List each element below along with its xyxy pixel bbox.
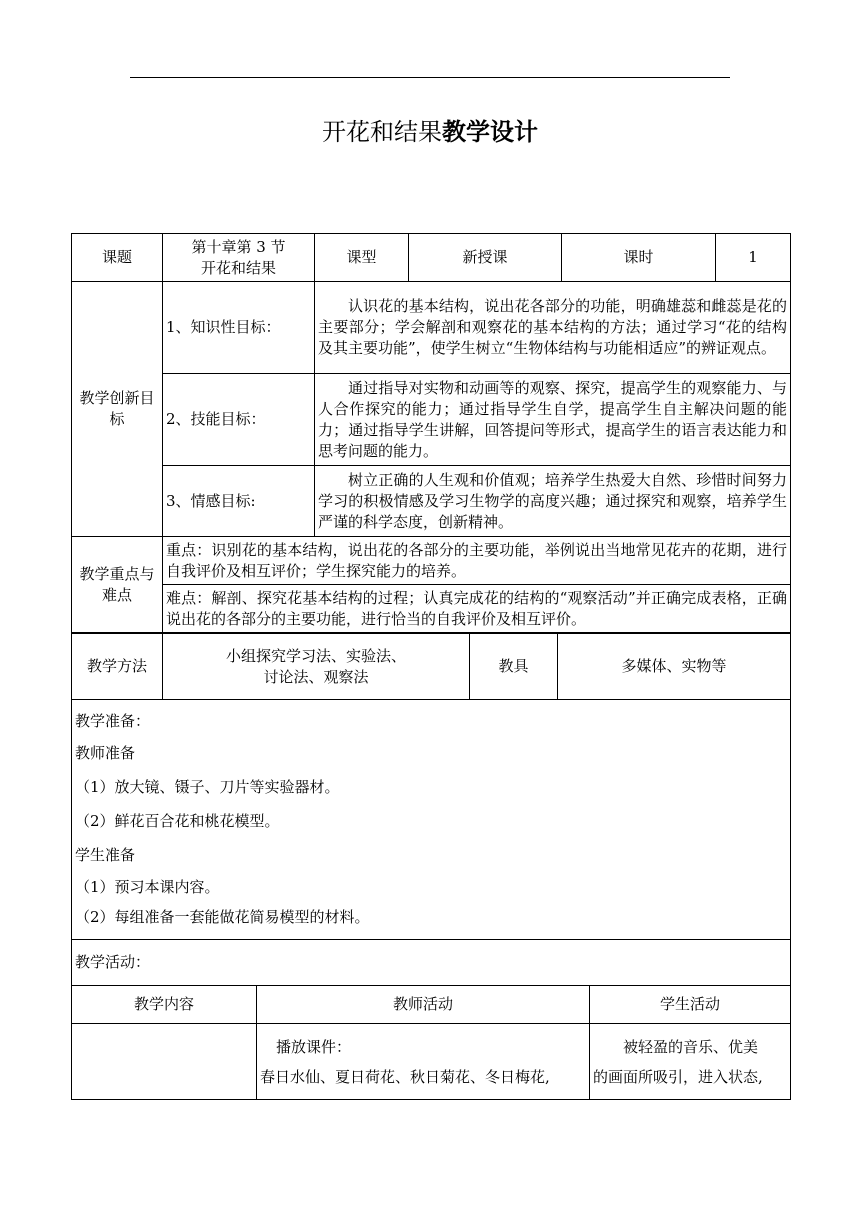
prep-student-item-2: （2）每组准备一套能做花简易模型的材料。 bbox=[75, 908, 370, 926]
teacher-line-1: 播放课件： bbox=[276, 1038, 352, 1056]
prep-student-heading: 学生准备 bbox=[75, 846, 136, 864]
topic-value bbox=[163, 234, 315, 282]
topic-label: 课题 bbox=[72, 234, 163, 282]
prep-student-item-1: （1）预习本课内容。 bbox=[75, 878, 220, 896]
preparation-cell bbox=[72, 700, 791, 940]
focus-difficult-row bbox=[72, 585, 791, 633]
prep-teacher-item-1: （1）放大镜、镊子、刀片等实验器材。 bbox=[75, 778, 340, 796]
focus-key-row bbox=[72, 537, 791, 585]
method-line-2: 讨论法、观察法 bbox=[263, 667, 369, 686]
goal-row-knowledge bbox=[72, 282, 791, 374]
goal-label-knowledge: 1、知识性目标： bbox=[163, 282, 315, 374]
teacher-line-2: 春日水仙、夏日荷花、秋日菊花、冬日梅花, bbox=[260, 1068, 550, 1086]
topic-row bbox=[72, 234, 791, 282]
student-line-1: 被轻盈的音乐、优美 bbox=[623, 1038, 759, 1056]
activity-heading: 教学活动： bbox=[72, 940, 791, 986]
goals-label: 教学创新目标 bbox=[72, 282, 163, 537]
method-value bbox=[163, 634, 470, 700]
hours-value: 1 bbox=[716, 234, 791, 282]
goal-text-knowledge: 认识花的基本结构，说出花各部分的功能，明确雄蕊和雌蕊是花的主要部分；学会解剖和观察花的基本结构的方法；通过学习“花的结构及其主要功能”，使学生树立“生物体结构与功能相适应”的辨证观点。 bbox=[315, 282, 791, 374]
method-line-1: 小组探究学习法、实验法、 bbox=[225, 646, 406, 665]
header-rule bbox=[130, 77, 730, 78]
type-label: 课型 bbox=[315, 234, 409, 282]
activity-teacher-cell bbox=[257, 1024, 590, 1100]
tools-value: 多媒体、实物等 bbox=[558, 634, 791, 700]
title-bold: 教学设计 bbox=[442, 117, 538, 146]
activity-student-cell bbox=[590, 1024, 791, 1100]
focus-label: 教学重点与难点 bbox=[72, 537, 163, 633]
lesson-plan-table bbox=[71, 233, 791, 633]
preparation-row bbox=[72, 700, 791, 940]
method-label: 教学方法 bbox=[72, 634, 163, 700]
goal-row-skill bbox=[72, 374, 791, 466]
focus-key-text: 重点：识别花的基本结构，说出花的各部分的主要功能，举例说出当地常见花卉的花期，进行自我评价及相互评价；学生探究能力的培养。 bbox=[163, 537, 791, 585]
hours-label: 课时 bbox=[562, 234, 716, 282]
method-row bbox=[72, 634, 791, 700]
topic-line-1: 第十章第 3 节 bbox=[191, 237, 286, 256]
method-table bbox=[71, 633, 791, 986]
title-main: 开花和结果 bbox=[322, 118, 442, 146]
prep-teacher-heading: 教师准备 bbox=[75, 744, 136, 762]
focus-difficult-text: 难点：解剖、探究花基本结构的过程；认真完成花的结构的“观察活动”并正确完成表格，正确说出花的各部分的主要功能，进行恰当的自我评价及相互评价。 bbox=[163, 585, 791, 633]
activity-row bbox=[72, 1024, 791, 1100]
tools-label: 教具 bbox=[470, 634, 558, 700]
student-line-2: 的画面所吸引，进入状态, bbox=[593, 1068, 763, 1086]
goal-text-skill: 通过指导对实物和动画等的观察、探究，提高学生的观察能力、与人合作探究的能力；通过指导学生自学，提高学生自主解决问题的能力；通过指导学生讲解，回答提问等形式，提高学生的语言表达能力和思考问题的能力。 bbox=[315, 374, 791, 466]
activities-table bbox=[71, 985, 791, 1100]
goal-label-emotion: 3、情感目标: bbox=[163, 466, 315, 537]
type-value: 新授课 bbox=[409, 234, 562, 282]
prep-heading: 教学准备： bbox=[75, 712, 151, 730]
goal-row-emotion bbox=[72, 466, 791, 537]
col-teacher-header: 教师活动 bbox=[257, 986, 590, 1024]
prep-teacher-item-2: （2）鲜花百合花和桃花模型。 bbox=[75, 812, 280, 830]
activity-heading-row bbox=[72, 940, 791, 986]
topic-line-2: 开花和结果 bbox=[200, 258, 276, 277]
activity-content-cell bbox=[72, 1024, 257, 1100]
goal-label-skill: 2、技能目标： bbox=[163, 374, 315, 466]
goal-text-emotion: 树立正确的人生观和价值观；培养学生热爱大自然、珍惜时间努力学习的积极情感及学习生物学的高度兴趣；通过探究和观察，培养学生严谨的科学态度，创新精神。 bbox=[315, 466, 791, 537]
col-student-header: 学生活动 bbox=[590, 986, 791, 1024]
col-content-header: 教学内容 bbox=[72, 986, 257, 1024]
activities-header-row bbox=[72, 986, 791, 1024]
page-title bbox=[0, 112, 860, 147]
